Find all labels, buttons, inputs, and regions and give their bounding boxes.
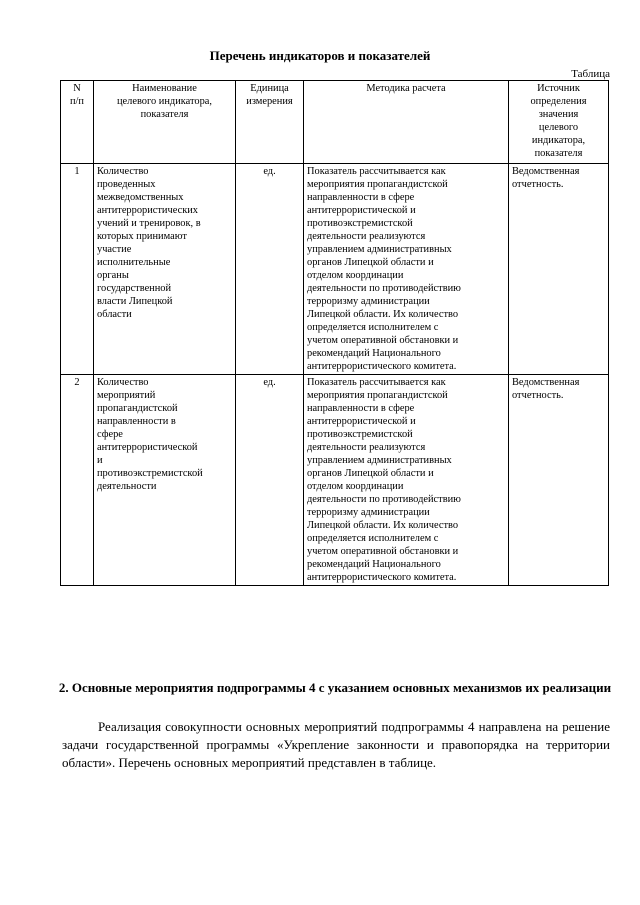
row-method-cell: Показатель рассчитывается как мероприятия пропагандистской направленности в сфере антитеррористической и противоэкстремистской деятельности реализуются управлением административных органов Липецкой области и отделом координации деятельности по противодействию терроризму администрации Липецкой области. Их количество определяется исполнителем с учетом оперативной обстановки и рекомендаций Национального антитеррористического комитета.: [304, 375, 509, 586]
section-heading: 2. Основные мероприятия подпрограммы 4 с указанием основных механизмов их реализации: [58, 680, 612, 695]
col-header-method: Методика расчета: [304, 81, 509, 164]
col-header-num: N п/п: [61, 81, 94, 164]
row-source-cell: Ведомственная отчетность.: [509, 164, 609, 375]
table-row: [61, 375, 609, 586]
row-unit-cell: ед.: [236, 375, 304, 586]
col-header-unit: Единица измерения: [236, 81, 304, 164]
indicators-table: [60, 80, 609, 586]
document-title: Перечень индикаторов и показателей: [209, 48, 431, 63]
row-method-cell: Показатель рассчитывается как мероприятия пропагандистской направленности в сфере антитеррористической и противоэкстремистской деятельности реализуются управлением административных органов Липецкой области и отделом координации деятельности по противодействию терроризму администрации Липецкой области. Их количество определяется исполнителем с учетом оперативной обстановки и рекомендаций Национального антитеррористического комитета.: [304, 164, 509, 375]
row-unit-cell: ед.: [236, 164, 304, 375]
col-header-source: Источник определения значения целевого индикатора, показателя: [509, 81, 609, 164]
row-source-cell: Ведомственная отчетность.: [509, 375, 609, 586]
col-header-name: Наименование целевого индикатора, показателя: [94, 81, 236, 164]
row-num-cell: 2: [61, 375, 94, 586]
row-name-cell: Количество мероприятий пропагандистской направленности в сфере антитеррористической и противоэкстремистской деятельности: [94, 375, 236, 586]
row-name-cell: Количество проведенных межведомственных антитеррористических учений и тренировок, в которых принимают участие исполнительные органы государственной власти Липецкой области: [94, 164, 236, 375]
table-header-row: [61, 81, 609, 164]
table-label: Таблица: [571, 68, 610, 80]
body-paragraph: Реализация совокупности основных мероприятий подпрограммы 4 направлена на решение задачи государственной программы «Укрепление законности и правопорядка на территории области». Перечень основных мероприятий представлен в таблице.: [62, 719, 610, 770]
table-row: [61, 164, 609, 375]
row-num-cell: 1: [61, 164, 94, 375]
